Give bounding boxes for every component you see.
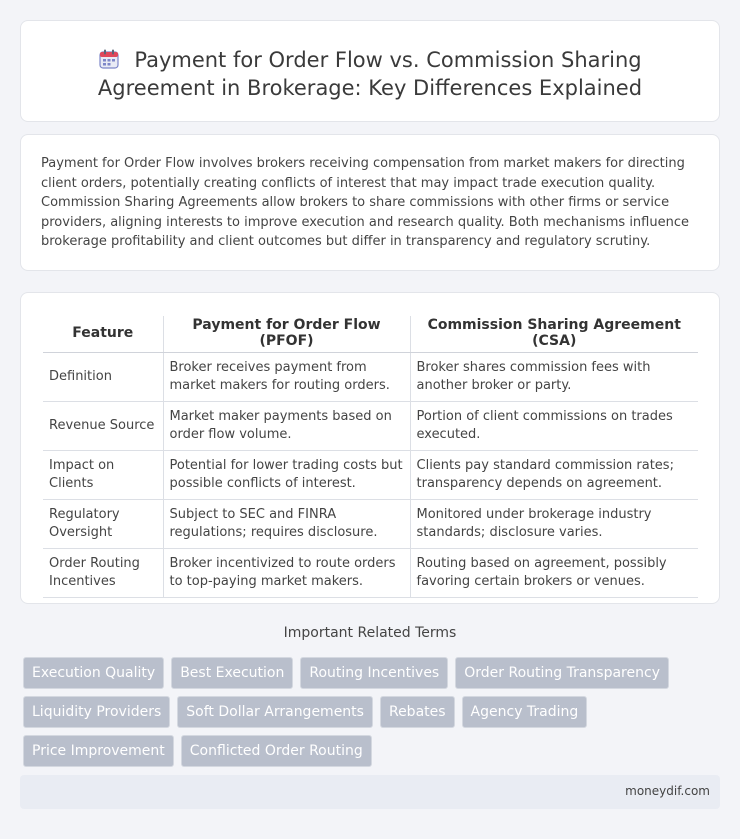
table-row	[43, 402, 698, 451]
comparison-card	[20, 292, 720, 604]
row-csa: Broker shares commission fees with another broker or party.	[410, 353, 698, 402]
row-pfof: Broker incentivized to route orders to top-paying market makers.	[163, 549, 410, 598]
footer-site[interactable]: moneydif.com	[625, 784, 710, 798]
intro-text: Payment for Order Flow involves brokers receiving compensation from market makers for directing client orders, potentially creating conflicts of interest that may impact trade execution quality. Commission Sharing Agreements allow brokers to share commissions with other firms or service providers, aligning interests to improve execution and research quality. Both mechanisms influence brokerage profitability and client outcomes but differ in transparency and regulatory scrutiny.	[41, 156, 689, 249]
tag-routing-incentives[interactable]: Routing Incentives	[300, 657, 448, 689]
footer	[20, 775, 720, 809]
tag-price-improvement[interactable]: Price Improvement	[23, 735, 174, 767]
row-csa: Clients pay standard commission rates; transparency depends on agreement.	[410, 451, 698, 500]
row-feature: Regulatory Oversight	[43, 500, 163, 549]
tag-best-execution[interactable]: Best Execution	[171, 657, 293, 689]
tag-liquidity-providers[interactable]: Liquidity Providers	[23, 696, 170, 728]
page-title	[41, 46, 699, 102]
row-pfof: Potential for lower trading costs but possible conflicts of interest.	[163, 451, 410, 500]
row-csa: Routing based on agreement, possibly favoring certain brokers or venues.	[410, 549, 698, 598]
title-card	[20, 20, 720, 122]
row-csa: Monitored under brokerage industry standards; disclosure varies.	[410, 500, 698, 549]
row-feature: Definition	[43, 353, 163, 402]
page-title-text: Payment for Order Flow vs. Commission Sharing Agreement in Brokerage: Key Differences Explained	[97, 48, 643, 100]
row-pfof: Subject to SEC and FINRA regulations; requires disclosure.	[163, 500, 410, 549]
intro-card	[20, 134, 720, 271]
tag-soft-dollar-arrangements[interactable]: Soft Dollar Arrangements	[177, 696, 373, 728]
row-feature: Order Routing Incentives	[43, 549, 163, 598]
table-row	[43, 353, 698, 402]
header-feature: Feature	[43, 316, 163, 353]
tag-rebates[interactable]: Rebates	[380, 696, 455, 728]
header-pfof: Payment for Order Flow (PFOF)	[163, 316, 410, 353]
header-csa: Commission Sharing Agreement (CSA)	[410, 316, 698, 353]
row-feature: Impact on Clients	[43, 451, 163, 500]
table-row	[43, 549, 698, 598]
table-row	[43, 451, 698, 500]
calendar-icon	[98, 48, 120, 70]
comparison-table	[43, 316, 698, 598]
row-pfof: Broker receives payment from market makers for routing orders.	[163, 353, 410, 402]
row-pfof: Market maker payments based on order flow volume.	[163, 402, 410, 451]
table-row	[43, 500, 698, 549]
tag-order-routing-transparency[interactable]: Order Routing Transparency	[455, 657, 669, 689]
tag-conflicted-order-routing[interactable]: Conflicted Order Routing	[181, 735, 372, 767]
related-terms-tags	[23, 657, 713, 767]
table-header-row	[43, 316, 698, 353]
row-feature: Revenue Source	[43, 402, 163, 451]
tag-agency-trading[interactable]: Agency Trading	[462, 696, 588, 728]
row-csa: Portion of client commissions on trades executed.	[410, 402, 698, 451]
tag-execution-quality[interactable]: Execution Quality	[23, 657, 164, 689]
related-terms-title: Important Related Terms	[283, 625, 457, 641]
